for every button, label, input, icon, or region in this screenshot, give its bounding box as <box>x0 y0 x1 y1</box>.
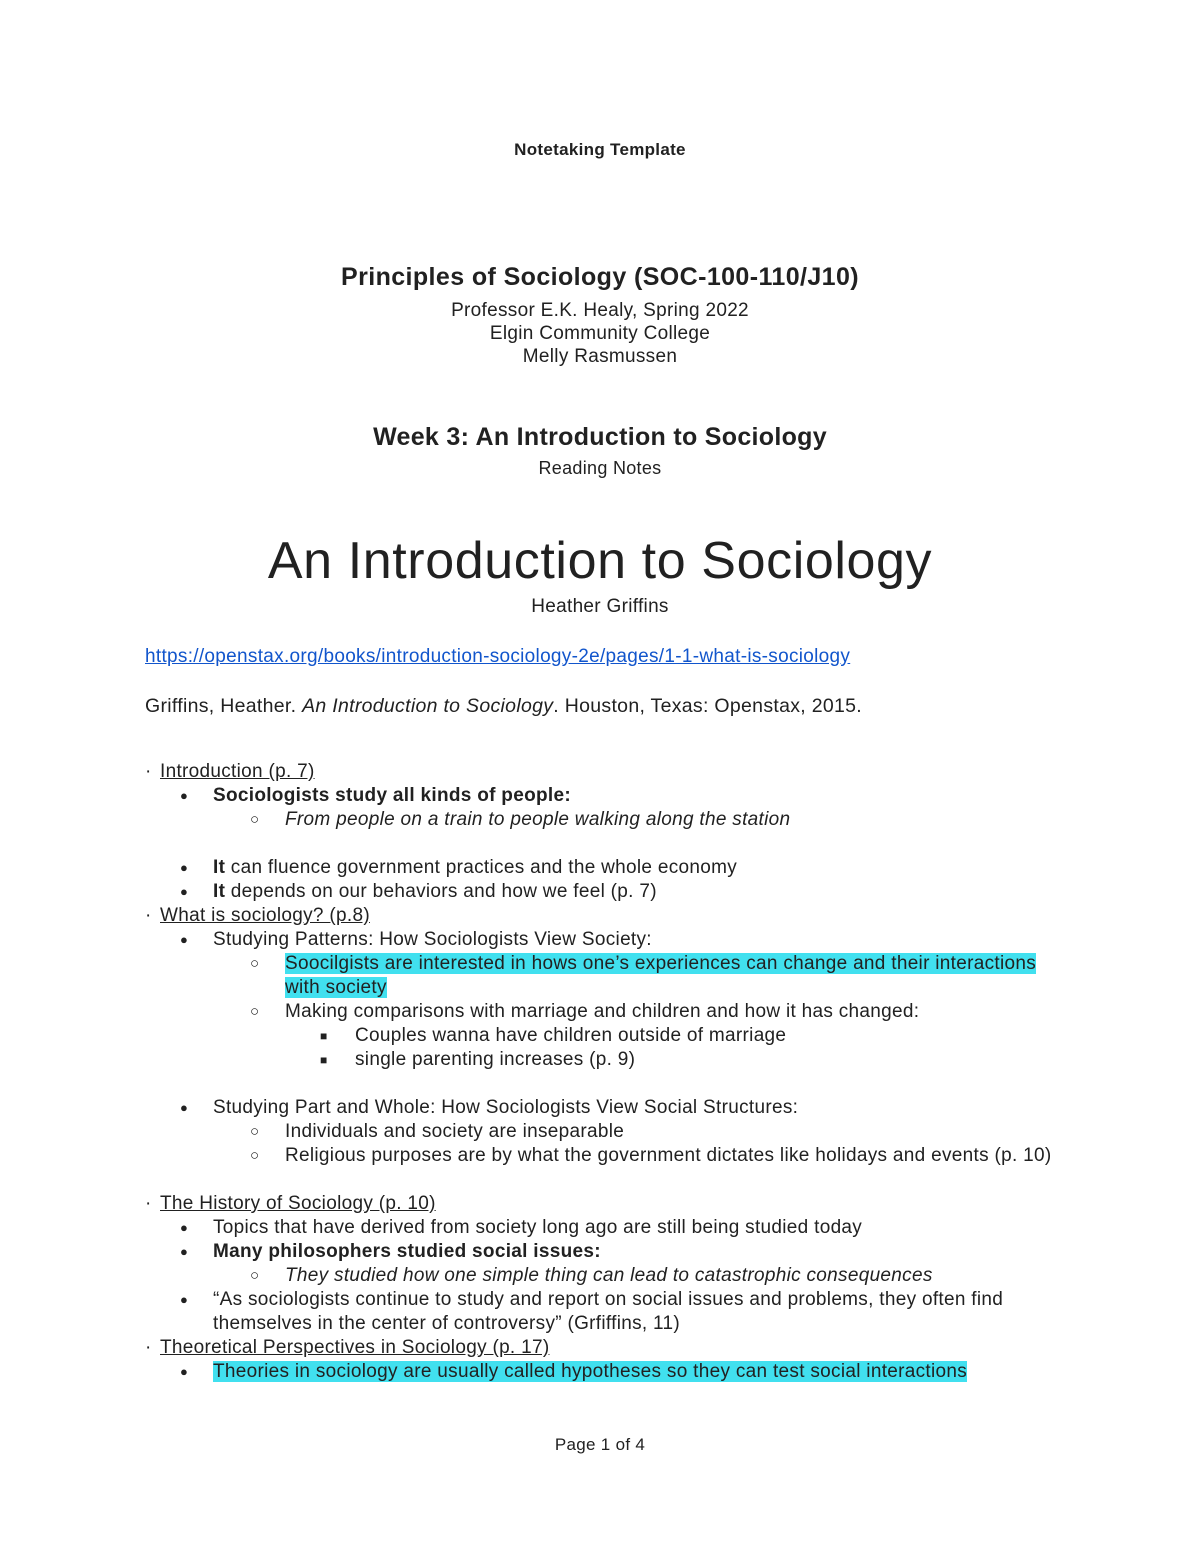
citation-suffix: . Houston, Texas: Openstax, 2015. <box>553 695 863 717</box>
note-item <box>145 1192 1055 1216</box>
note-run: Theoretical Perspectives in Sociology (p. 17) <box>160 1337 550 1358</box>
disc-bullet-icon: ● <box>180 1292 189 1307</box>
note-text <box>160 1192 1055 1216</box>
disc-bullet-icon: ● <box>180 932 189 947</box>
note-item <box>145 1336 1055 1360</box>
document-label: Notetaking Template <box>514 140 686 159</box>
student-name: Melly Rasmussen <box>522 346 678 367</box>
note-text <box>213 880 1055 904</box>
note-item <box>250 1120 1055 1144</box>
note-run: It <box>213 881 231 902</box>
note-item <box>180 784 1055 808</box>
square-bullet-icon: ■ <box>320 1029 328 1043</box>
disc-bullet-icon: ● <box>180 1244 189 1259</box>
note-item <box>180 1240 1055 1264</box>
note-gap <box>145 832 1055 856</box>
note-item <box>145 760 1055 784</box>
disc-bullet-icon: ● <box>180 1220 189 1235</box>
disc-bullet-icon: ● <box>180 1100 189 1115</box>
circle-bullet-icon: ○ <box>250 1003 260 1020</box>
note-text <box>213 1240 1055 1264</box>
reading-notes-subtitle: Reading Notes <box>538 458 662 478</box>
note-text <box>213 1216 1055 1240</box>
college-line: Elgin Community College <box>489 323 711 344</box>
note-item <box>250 1000 1055 1024</box>
dot-bullet-icon: · <box>145 1337 152 1358</box>
note-text <box>160 904 1055 928</box>
note-run: Making comparisons with marriage and children and how it has changed: <box>285 1001 920 1022</box>
note-text <box>213 1360 1055 1384</box>
note-text <box>213 928 1055 952</box>
note-run: What is sociology? (p.8) <box>160 905 370 926</box>
note-run: Introduction (p. 7) <box>160 761 315 782</box>
professor-line: Professor E.K. Healy, Spring 2022 <box>451 300 749 321</box>
note-item <box>180 880 1055 904</box>
note-run: Studying Part and Whole: How Sociologists View Social Structures: <box>213 1097 799 1118</box>
book-author: Heather Griffins <box>531 596 669 617</box>
source-link[interactable]: https://openstax.org/books/introduction-sociology-2e/pages/1-1-what-is-sociology <box>145 646 851 667</box>
note-gap <box>145 1072 1055 1096</box>
note-item <box>180 1216 1055 1240</box>
note-run: single parenting increases (p. 9) <box>355 1049 636 1070</box>
citation-book-title: An Introduction to Sociology <box>302 695 554 717</box>
disc-bullet-icon: ● <box>180 884 189 899</box>
note-run: Sociologists study all kinds of people: <box>213 785 571 806</box>
note-item <box>250 1144 1055 1168</box>
circle-bullet-icon: ○ <box>250 955 260 972</box>
note-text <box>213 856 1055 880</box>
note-run: From people on a train to people walking along the station <box>285 809 791 830</box>
note-item <box>320 1024 1055 1048</box>
note-run: The History of Sociology (p. 10) <box>160 1193 436 1214</box>
note-text <box>213 784 1055 808</box>
note-text <box>285 952 1055 1000</box>
note-item <box>250 1264 1055 1288</box>
note-item <box>250 808 1055 832</box>
note-run: Couples wanna have children outside of marriage <box>355 1025 787 1046</box>
note-item <box>180 928 1055 952</box>
note-item <box>250 952 1055 1000</box>
dot-bullet-icon: · <box>145 1193 152 1214</box>
note-item <box>180 1288 1055 1336</box>
note-run: depends on our behaviors and how we feel (p. 7) <box>230 881 657 902</box>
dot-bullet-icon: · <box>145 905 152 926</box>
note-text <box>285 1000 1055 1024</box>
disc-bullet-icon: ● <box>180 1364 189 1379</box>
citation-prefix: Griffins, Heather. <box>145 695 303 717</box>
note-text <box>355 1024 1055 1048</box>
square-bullet-icon: ■ <box>320 1053 328 1067</box>
note-run: Topics that have derived from society long ago are still being studied today <box>213 1217 863 1238</box>
note-text <box>355 1048 1055 1072</box>
course-title: Principles of Sociology (SOC-100-110/J10) <box>341 263 859 291</box>
book-title: An Introduction to Sociology <box>267 532 933 590</box>
note-run: Individuals and society are inseparable <box>285 1121 625 1142</box>
page-number: Page 1 of 4 <box>554 1435 646 1454</box>
citation <box>145 695 1055 718</box>
circle-bullet-icon: ○ <box>250 1123 260 1140</box>
note-text <box>213 1096 1055 1120</box>
note-run: Studying Patterns: How Sociologists View Society: <box>213 929 652 950</box>
note-item <box>180 1360 1055 1384</box>
note-run: Religious purposes are by what the government dictates like holidays and events (p. 10) <box>285 1145 1052 1166</box>
note-text <box>285 808 1055 832</box>
note-text <box>285 1144 1055 1168</box>
note-text <box>213 1288 1055 1336</box>
note-item <box>180 1096 1055 1120</box>
week-title: Week 3: An Introduction to Sociology <box>373 423 827 451</box>
note-run: It <box>213 857 231 878</box>
note-gap <box>145 1168 1055 1192</box>
notes-list <box>145 760 1055 1384</box>
circle-bullet-icon: ○ <box>250 1267 260 1284</box>
circle-bullet-icon: ○ <box>250 811 260 828</box>
note-text <box>285 1264 1055 1288</box>
note-item <box>145 904 1055 928</box>
note-run: “As sociologists continue to study and report on social issues and problems, they often find themselves in the center of controversy” (Grfiffins, 11) <box>213 1289 1004 1334</box>
note-item <box>320 1048 1055 1072</box>
note-run: They studied how one simple thing can lead to catastrophic consequences <box>285 1265 933 1286</box>
note-text <box>160 1336 1055 1360</box>
dot-bullet-icon: · <box>145 761 152 782</box>
disc-bullet-icon: ● <box>180 860 189 875</box>
disc-bullet-icon: ● <box>180 788 189 803</box>
note-run: can fluence government practices and the whole economy <box>230 857 738 878</box>
note-text <box>285 1120 1055 1144</box>
note-text <box>160 760 1055 784</box>
note-run: Theories in sociology are usually called hypotheses so they can test social interactions <box>213 1361 968 1382</box>
note-run: Many philosophers studied social issues: <box>213 1241 601 1262</box>
source-link-line <box>145 646 1055 668</box>
note-run: Soocilgists are interested in hows one’s experiences can change and their interactions with society <box>285 953 1037 998</box>
circle-bullet-icon: ○ <box>250 1147 260 1164</box>
note-item <box>180 856 1055 880</box>
